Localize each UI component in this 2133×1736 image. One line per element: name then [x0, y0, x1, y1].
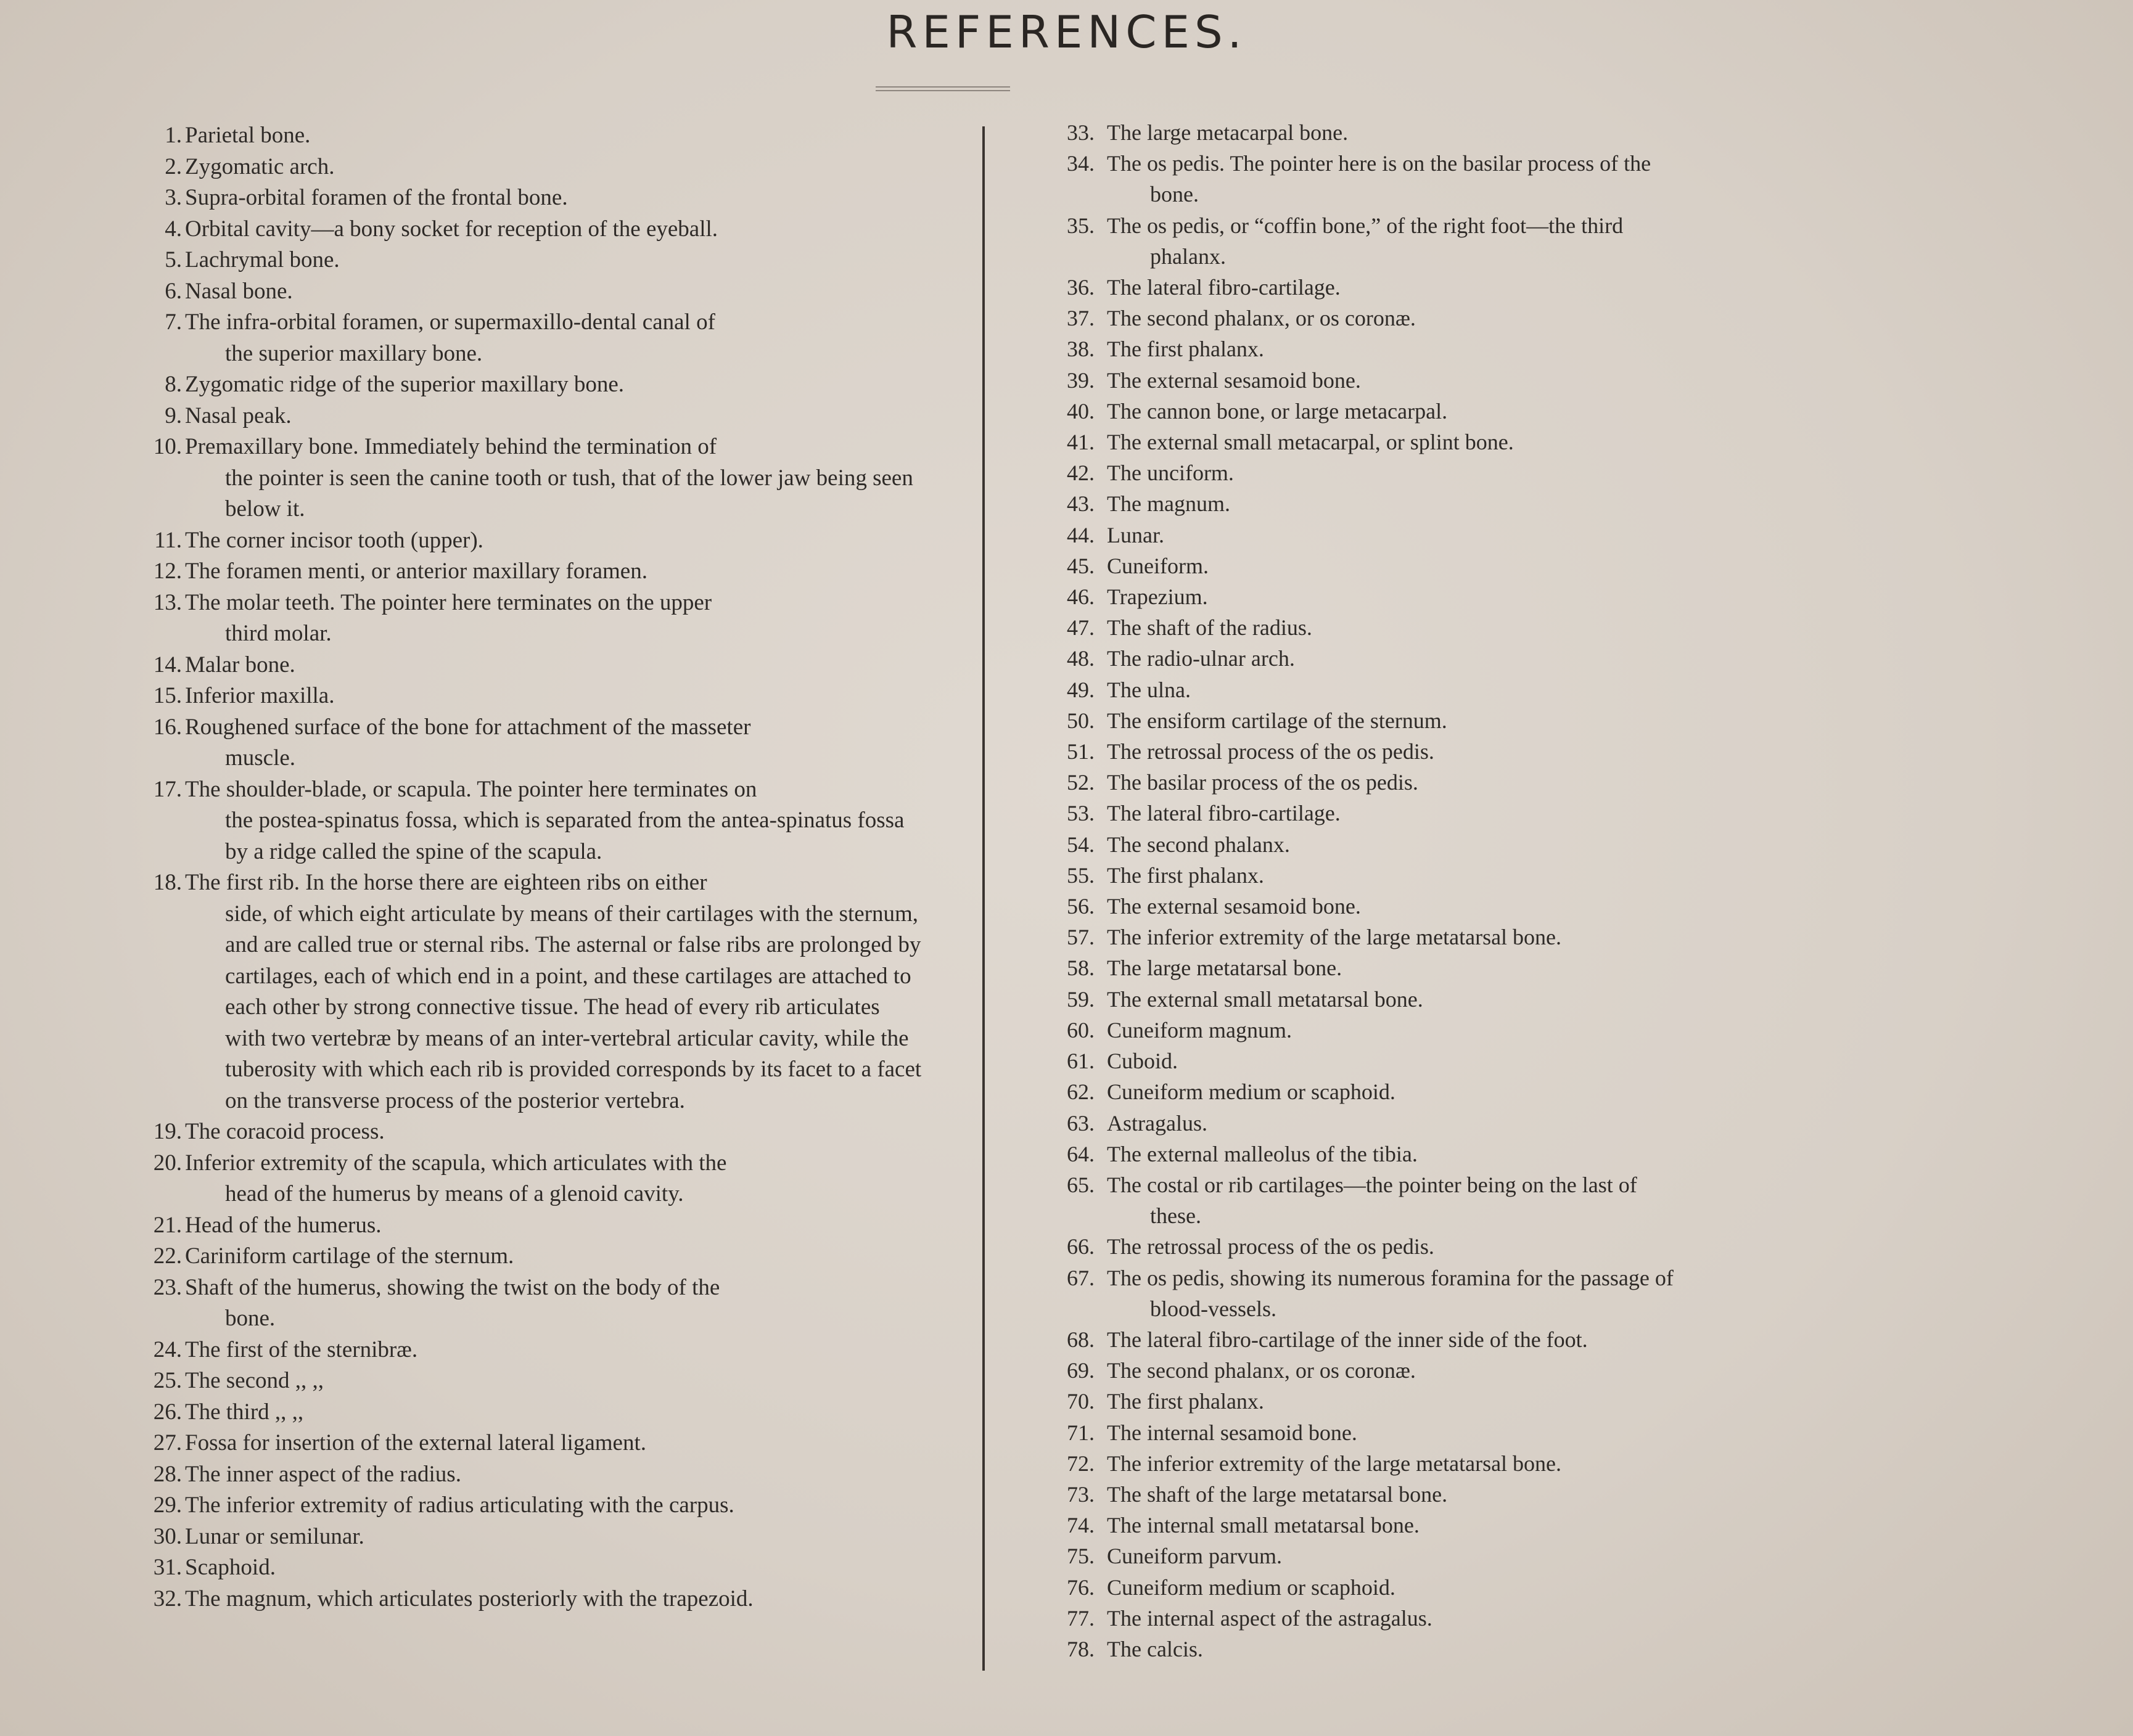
- reference-entry: [1051, 798, 1853, 829]
- reference-text: The os pedis, or “coffin bone,” of the right foot—the third: [1107, 213, 1624, 238]
- reference-entry: [1051, 1015, 1853, 1046]
- reference-entry: [123, 1272, 925, 1335]
- reference-number: 19.: [153, 1119, 182, 1144]
- reference-text: The first phalanx.: [1107, 337, 1264, 362]
- reference-text: The basilar process of the os pedis.: [1107, 770, 1418, 795]
- reference-entry: [123, 182, 925, 214]
- reference-number: 47.: [1067, 615, 1095, 641]
- reference-text: Malar bone.: [185, 652, 295, 678]
- reference-entry: [123, 556, 925, 588]
- reference-number: 53.: [1067, 801, 1095, 826]
- reference-entry: [1051, 1634, 1853, 1664]
- reference-text: Astragalus.: [1107, 1110, 1207, 1136]
- reference-entry: [1051, 860, 1853, 891]
- reference-number: 41.: [1067, 430, 1095, 455]
- reference-text: Cuneiform magnum.: [1107, 1017, 1292, 1042]
- reference-number: 66.: [1067, 1234, 1095, 1259]
- reference-entry: [1051, 1231, 1853, 1262]
- reference-text: Cuneiform.: [1107, 553, 1209, 578]
- reference-text: Lachrymal bone.: [185, 247, 340, 272]
- reference-number: 77.: [1067, 1605, 1095, 1631]
- reference-entry: [1051, 829, 1853, 860]
- reference-text: Zygomatic arch.: [185, 154, 335, 179]
- reference-number: 20.: [153, 1150, 182, 1176]
- reference-text: Cuneiform medium or scaphoid.: [1107, 1079, 1395, 1105]
- reference-entry: [123, 120, 925, 152]
- reference-continuation: head of the humerus by means of a glenoid cavity.: [225, 1181, 684, 1206]
- reference-text: Lunar.: [1107, 522, 1164, 547]
- reference-text: The large metatarsal bone.: [1107, 956, 1342, 981]
- reference-number: 32.: [153, 1586, 182, 1611]
- reference-text: The cannon bone, or large metacarpal.: [1107, 398, 1448, 424]
- reference-number: 65.: [1067, 1172, 1095, 1197]
- reference-number: 69.: [1067, 1358, 1095, 1383]
- reference-entry: [1051, 1076, 1853, 1107]
- reference-entry: [123, 1335, 925, 1366]
- reference-text: The internal small metatarsal bone.: [1107, 1513, 1420, 1538]
- reference-text: The second phalanx, or os coronæ.: [1107, 306, 1416, 331]
- reference-entry: [1051, 643, 1853, 674]
- reference-continuation: the postea-spinatus fossa, which is separated from the antea-spinatus fossa by a ridge called the spine of the scapula.: [225, 808, 905, 864]
- reference-number: 18.: [153, 870, 182, 895]
- reference-entry: [1051, 705, 1853, 736]
- reference-text: The shoulder-blade, or scapula. The pointer here terminates on: [185, 776, 757, 802]
- reference-number: 67.: [1067, 1265, 1095, 1290]
- reference-number: 61.: [1067, 1049, 1095, 1074]
- reference-text: Cariniform cartilage of the sternum.: [185, 1243, 514, 1269]
- reference-number: 62.: [1067, 1079, 1095, 1105]
- reference-text: The retrossal process of the os pedis.: [1107, 739, 1434, 764]
- reference-entry: [1051, 365, 1853, 396]
- reference-entry: [123, 152, 925, 183]
- column-divider: [982, 126, 985, 1671]
- reference-number: 14.: [153, 652, 182, 678]
- reference-text: The ensiform cartilage of the sternum.: [1107, 708, 1447, 733]
- reference-text: Inferior maxilla.: [185, 683, 335, 708]
- reference-entry: [1051, 674, 1853, 705]
- reference-continuation: muscle.: [225, 745, 296, 771]
- reference-text: The second ,, ,,: [185, 1368, 324, 1393]
- reference-text: Nasal bone.: [185, 278, 293, 304]
- left-reference-list: [123, 120, 925, 1615]
- reference-entry: [1051, 1169, 1853, 1231]
- reference-entry: [1051, 736, 1853, 767]
- reference-entry: [123, 588, 925, 650]
- reference-number: 50.: [1067, 708, 1095, 733]
- reference-number: 59.: [1067, 986, 1095, 1012]
- reference-text: The calcis.: [1107, 1636, 1203, 1661]
- reference-entry: [1051, 1541, 1853, 1571]
- reference-text: The lateral fibro-cartilage.: [1107, 801, 1341, 826]
- reference-text: Cuneiform medium or scaphoid.: [1107, 1574, 1395, 1600]
- title-divider: [876, 86, 1010, 91]
- reference-number: 57.: [1067, 925, 1095, 950]
- reference-number: 15.: [153, 683, 182, 708]
- reference-entry: [1051, 1479, 1853, 1510]
- reference-text: The os pedis. The pointer here is on the basilar process of the: [1107, 151, 1651, 176]
- reference-text: The first of the sternibræ.: [185, 1337, 418, 1362]
- references-right-column: [1051, 117, 1853, 1664]
- reference-text: The lateral fibro-cartilage of the inner side of the foot.: [1107, 1327, 1588, 1352]
- reference-entry: [1051, 210, 1853, 272]
- reference-text: The shaft of the large metatarsal bone.: [1107, 1481, 1448, 1507]
- reference-text: The inferior extremity of the large metatarsal bone.: [1107, 925, 1562, 950]
- reference-entry: [123, 432, 925, 525]
- reference-text: The magnum, which articulates posteriorly with the trapezoid.: [185, 1586, 754, 1611]
- reference-number: 29.: [153, 1492, 182, 1518]
- reference-number: 63.: [1067, 1110, 1095, 1136]
- reference-text: Cuboid.: [1107, 1049, 1178, 1074]
- reference-entry: [1051, 148, 1853, 210]
- reference-number: 3.: [165, 185, 182, 210]
- reference-entry: [123, 1584, 925, 1615]
- reference-text: The inferior extremity of radius articulating with the carpus.: [185, 1492, 734, 1518]
- reference-text: The corner incisor tooth (upper).: [185, 527, 483, 553]
- reference-number: 23.: [153, 1274, 182, 1300]
- reference-entry: [123, 245, 925, 276]
- reference-entry: [123, 1116, 925, 1148]
- reference-entry: [1051, 396, 1853, 427]
- reference-number: 4.: [165, 216, 182, 242]
- reference-entry: [123, 681, 925, 712]
- reference-text: The second phalanx.: [1107, 832, 1290, 857]
- reference-text: The first rib. In the horse there are eighteen ribs on either: [185, 870, 707, 895]
- reference-number: 36.: [1067, 275, 1095, 300]
- reference-number: 46.: [1067, 584, 1095, 610]
- reference-number: 74.: [1067, 1513, 1095, 1538]
- reference-text: Lunar or semilunar.: [185, 1523, 364, 1549]
- page-title: REFERENCES.: [886, 6, 1247, 58]
- reference-entry: [123, 774, 925, 868]
- reference-text: The os pedis, showing its numerous foramina for the passage of: [1107, 1265, 1674, 1290]
- reference-entry: [1051, 1263, 1853, 1324]
- reference-number: 25.: [153, 1368, 182, 1393]
- reference-number: 1.: [165, 123, 182, 148]
- reference-entry: [123, 1210, 925, 1242]
- reference-continuation: blood-vessels.: [1150, 1296, 1276, 1321]
- reference-text: The second phalanx, or os coronæ.: [1107, 1358, 1416, 1383]
- reference-entry: [123, 1552, 925, 1584]
- reference-entry: [123, 1365, 925, 1397]
- reference-text: The third ,, ,,: [185, 1399, 304, 1425]
- reference-number: 27.: [153, 1430, 182, 1456]
- reference-entry: [1051, 984, 1853, 1015]
- reference-text: The unciform.: [1107, 461, 1234, 486]
- reference-number: 72.: [1067, 1451, 1095, 1476]
- reference-continuation: bone.: [1150, 182, 1199, 207]
- reference-entry: [1051, 457, 1853, 488]
- reference-entry: [1051, 1448, 1853, 1479]
- reference-continuation: side, of which eight articulate by means of their cartilages with the sternum, and are called true or sternal ribs. The asternal or false ribs are prolonged by cartilages, each of which end in a point, and these cartilages are attached to each other by strong connective tissue. The head of every rib articulates with two vertebræ by means of an inter-vertebral articular cavity, while the tuberosity with which each rib is provided corresponds by its facet to a facet on the transverse process of the posterior vertebra.: [225, 901, 922, 1113]
- reference-text: The first phalanx.: [1107, 1389, 1264, 1414]
- reference-text: The lateral fibro-cartilage.: [1107, 275, 1341, 300]
- reference-text: Shaft of the humerus, showing the twist on the body of the: [185, 1274, 720, 1300]
- reference-entry: [1051, 488, 1853, 519]
- reference-entry: [1051, 1324, 1853, 1355]
- right-reference-list: [1051, 117, 1853, 1664]
- reference-text: The molar teeth. The pointer here terminates on the upper: [185, 589, 712, 615]
- reference-entry: [1051, 581, 1853, 612]
- reference-entry: [1051, 272, 1853, 303]
- reference-continuation: these.: [1150, 1203, 1201, 1229]
- reference-entry: [1051, 1386, 1853, 1417]
- reference-entry: [123, 369, 925, 401]
- reference-text: The first phalanx.: [1107, 862, 1264, 888]
- reference-text: Parietal bone.: [185, 123, 311, 148]
- reference-text: Zygomatic ridge of the superior maxillary bone.: [185, 372, 625, 397]
- reference-text: The shaft of the radius.: [1107, 615, 1312, 641]
- reference-continuation: the superior maxillary bone.: [225, 340, 483, 366]
- reference-number: 9.: [165, 403, 182, 428]
- reference-number: 75.: [1067, 1544, 1095, 1569]
- reference-number: 21.: [153, 1212, 182, 1238]
- reference-entry: [123, 276, 925, 308]
- reference-number: 35.: [1067, 213, 1095, 238]
- reference-number: 16.: [153, 714, 182, 740]
- reference-number: 54.: [1067, 832, 1095, 857]
- reference-number: 64.: [1067, 1141, 1095, 1166]
- reference-text: The ulna.: [1107, 677, 1191, 702]
- reference-entry: [123, 401, 925, 432]
- reference-number: 30.: [153, 1523, 182, 1549]
- reference-entry: [123, 1148, 925, 1210]
- reference-entry: [1051, 1108, 1853, 1139]
- reference-text: The costal or rib cartilages—the pointer being on the last of: [1107, 1172, 1637, 1197]
- reference-continuation: third molar.: [225, 621, 332, 646]
- reference-entry: [1051, 303, 1853, 334]
- reference-text: Fossa for insertion of the external lateral ligament.: [185, 1430, 646, 1456]
- reference-entry: [1051, 551, 1853, 581]
- reference-continuation: phalanx.: [1150, 244, 1226, 269]
- reference-number: 51.: [1067, 739, 1095, 764]
- reference-number: 37.: [1067, 306, 1095, 331]
- reference-number: 58.: [1067, 956, 1095, 981]
- reference-entry: [1051, 427, 1853, 457]
- reference-text: The internal aspect of the astragalus.: [1107, 1605, 1432, 1631]
- reference-text: Nasal peak.: [185, 403, 292, 428]
- reference-text: Cuneiform parvum.: [1107, 1544, 1282, 1569]
- reference-number: 11.: [154, 527, 182, 553]
- reference-text: The inner aspect of the radius.: [185, 1461, 461, 1487]
- reference-number: 40.: [1067, 398, 1095, 424]
- reference-number: 12.: [153, 559, 182, 584]
- reference-number: 42.: [1067, 461, 1095, 486]
- reference-number: 22.: [153, 1243, 182, 1269]
- reference-continuation: the pointer is seen the canine tooth or tush, that of the lower jaw being seen below it.: [225, 465, 913, 522]
- reference-entry: [123, 307, 925, 369]
- reference-number: 26.: [153, 1399, 182, 1425]
- reference-number: 60.: [1067, 1017, 1095, 1042]
- reference-number: 2.: [165, 154, 182, 179]
- reference-entry: [1051, 520, 1853, 551]
- reference-number: 7.: [165, 309, 182, 335]
- reference-entry: [1051, 767, 1853, 798]
- reference-number: 8.: [165, 372, 182, 397]
- reference-entry: [123, 1521, 925, 1553]
- reference-entry: [1051, 1417, 1853, 1448]
- reference-number: 28.: [153, 1461, 182, 1487]
- reference-number: 31.: [153, 1555, 182, 1580]
- reference-entry: [1051, 952, 1853, 983]
- reference-text: Premaxillary bone. Immediately behind the termination of: [185, 434, 717, 459]
- reference-text: The internal sesamoid bone.: [1107, 1420, 1357, 1445]
- reference-number: 52.: [1067, 770, 1095, 795]
- reference-entry: [123, 525, 925, 557]
- reference-text: The retrossal process of the os pedis.: [1107, 1234, 1434, 1259]
- reference-entry: [1051, 334, 1853, 364]
- reference-continuation: bone.: [225, 1306, 276, 1331]
- reference-entry: [1051, 891, 1853, 922]
- reference-entry: [123, 1397, 925, 1428]
- reference-text: The external small metacarpal, or splint bone.: [1107, 430, 1514, 455]
- reference-number: 24.: [153, 1337, 182, 1362]
- reference-text: Inferior extremity of the scapula, which articulates with the: [185, 1150, 727, 1176]
- reference-entry: [1051, 117, 1853, 148]
- reference-number: 45.: [1067, 553, 1095, 578]
- reference-text: The inferior extremity of the large metatarsal bone.: [1107, 1451, 1562, 1476]
- reference-text: The coracoid process.: [185, 1119, 385, 1144]
- reference-text: The external sesamoid bone.: [1107, 894, 1361, 919]
- reference-entry: [1051, 1572, 1853, 1603]
- reference-entry: [123, 214, 925, 245]
- reference-entry: [1051, 1046, 1853, 1076]
- reference-entry: [123, 1428, 925, 1459]
- reference-text: Scaphoid.: [185, 1555, 276, 1580]
- reference-text: Roughened surface of the bone for attachment of the masseter: [185, 714, 751, 740]
- reference-text: Orbital cavity—a bony socket for reception of the eyeball.: [185, 216, 718, 242]
- reference-text: The radio-ulnar arch.: [1107, 646, 1295, 671]
- reference-text: Trapezium.: [1107, 584, 1208, 610]
- reference-number: 78.: [1067, 1636, 1095, 1661]
- references-left-column: [123, 120, 925, 1615]
- reference-entry: [123, 867, 925, 1116]
- reference-entry: [123, 650, 925, 681]
- reference-number: 17.: [153, 776, 182, 802]
- reference-number: 70.: [1067, 1389, 1095, 1414]
- reference-text: The foramen menti, or anterior maxillary foramen.: [185, 559, 647, 584]
- reference-number: 6.: [165, 278, 182, 304]
- reference-number: 48.: [1067, 646, 1095, 671]
- reference-number: 68.: [1067, 1327, 1095, 1352]
- reference-text: Head of the humerus.: [185, 1212, 382, 1238]
- reference-number: 76.: [1067, 1574, 1095, 1600]
- reference-text: The infra-orbital foramen, or supermaxillo-dental canal of: [185, 309, 715, 335]
- reference-number: 10.: [153, 434, 182, 459]
- reference-entry: [123, 1490, 925, 1521]
- reference-number: 43.: [1067, 491, 1095, 517]
- reference-number: 49.: [1067, 677, 1095, 702]
- reference-text: The large metacarpal bone.: [1107, 120, 1349, 145]
- reference-entry: [123, 1459, 925, 1491]
- reference-number: 44.: [1067, 522, 1095, 547]
- reference-number: 39.: [1067, 367, 1095, 393]
- reference-entry: [1051, 612, 1853, 643]
- reference-text: The external sesamoid bone.: [1107, 367, 1361, 393]
- reference-entry: [1051, 922, 1853, 952]
- reference-number: 55.: [1067, 862, 1095, 888]
- reference-number: 71.: [1067, 1420, 1095, 1445]
- reference-number: 38.: [1067, 337, 1095, 362]
- reference-entry: [123, 1241, 925, 1272]
- reference-entry: [1051, 1603, 1853, 1634]
- reference-entry: [123, 712, 925, 774]
- reference-number: 56.: [1067, 894, 1095, 919]
- reference-text: Supra-orbital foramen of the frontal bone.: [185, 185, 568, 210]
- reference-text: The external small metatarsal bone.: [1107, 986, 1423, 1012]
- reference-entry: [1051, 1510, 1853, 1541]
- reference-number: 33.: [1067, 120, 1095, 145]
- reference-text: The magnum.: [1107, 491, 1230, 517]
- reference-number: 13.: [153, 589, 182, 615]
- reference-number: 34.: [1067, 151, 1095, 176]
- reference-number: 5.: [165, 247, 182, 272]
- reference-entry: [1051, 1139, 1853, 1169]
- reference-entry: [1051, 1355, 1853, 1386]
- reference-text: The external malleolus of the tibia.: [1107, 1141, 1418, 1166]
- reference-number: 73.: [1067, 1481, 1095, 1507]
